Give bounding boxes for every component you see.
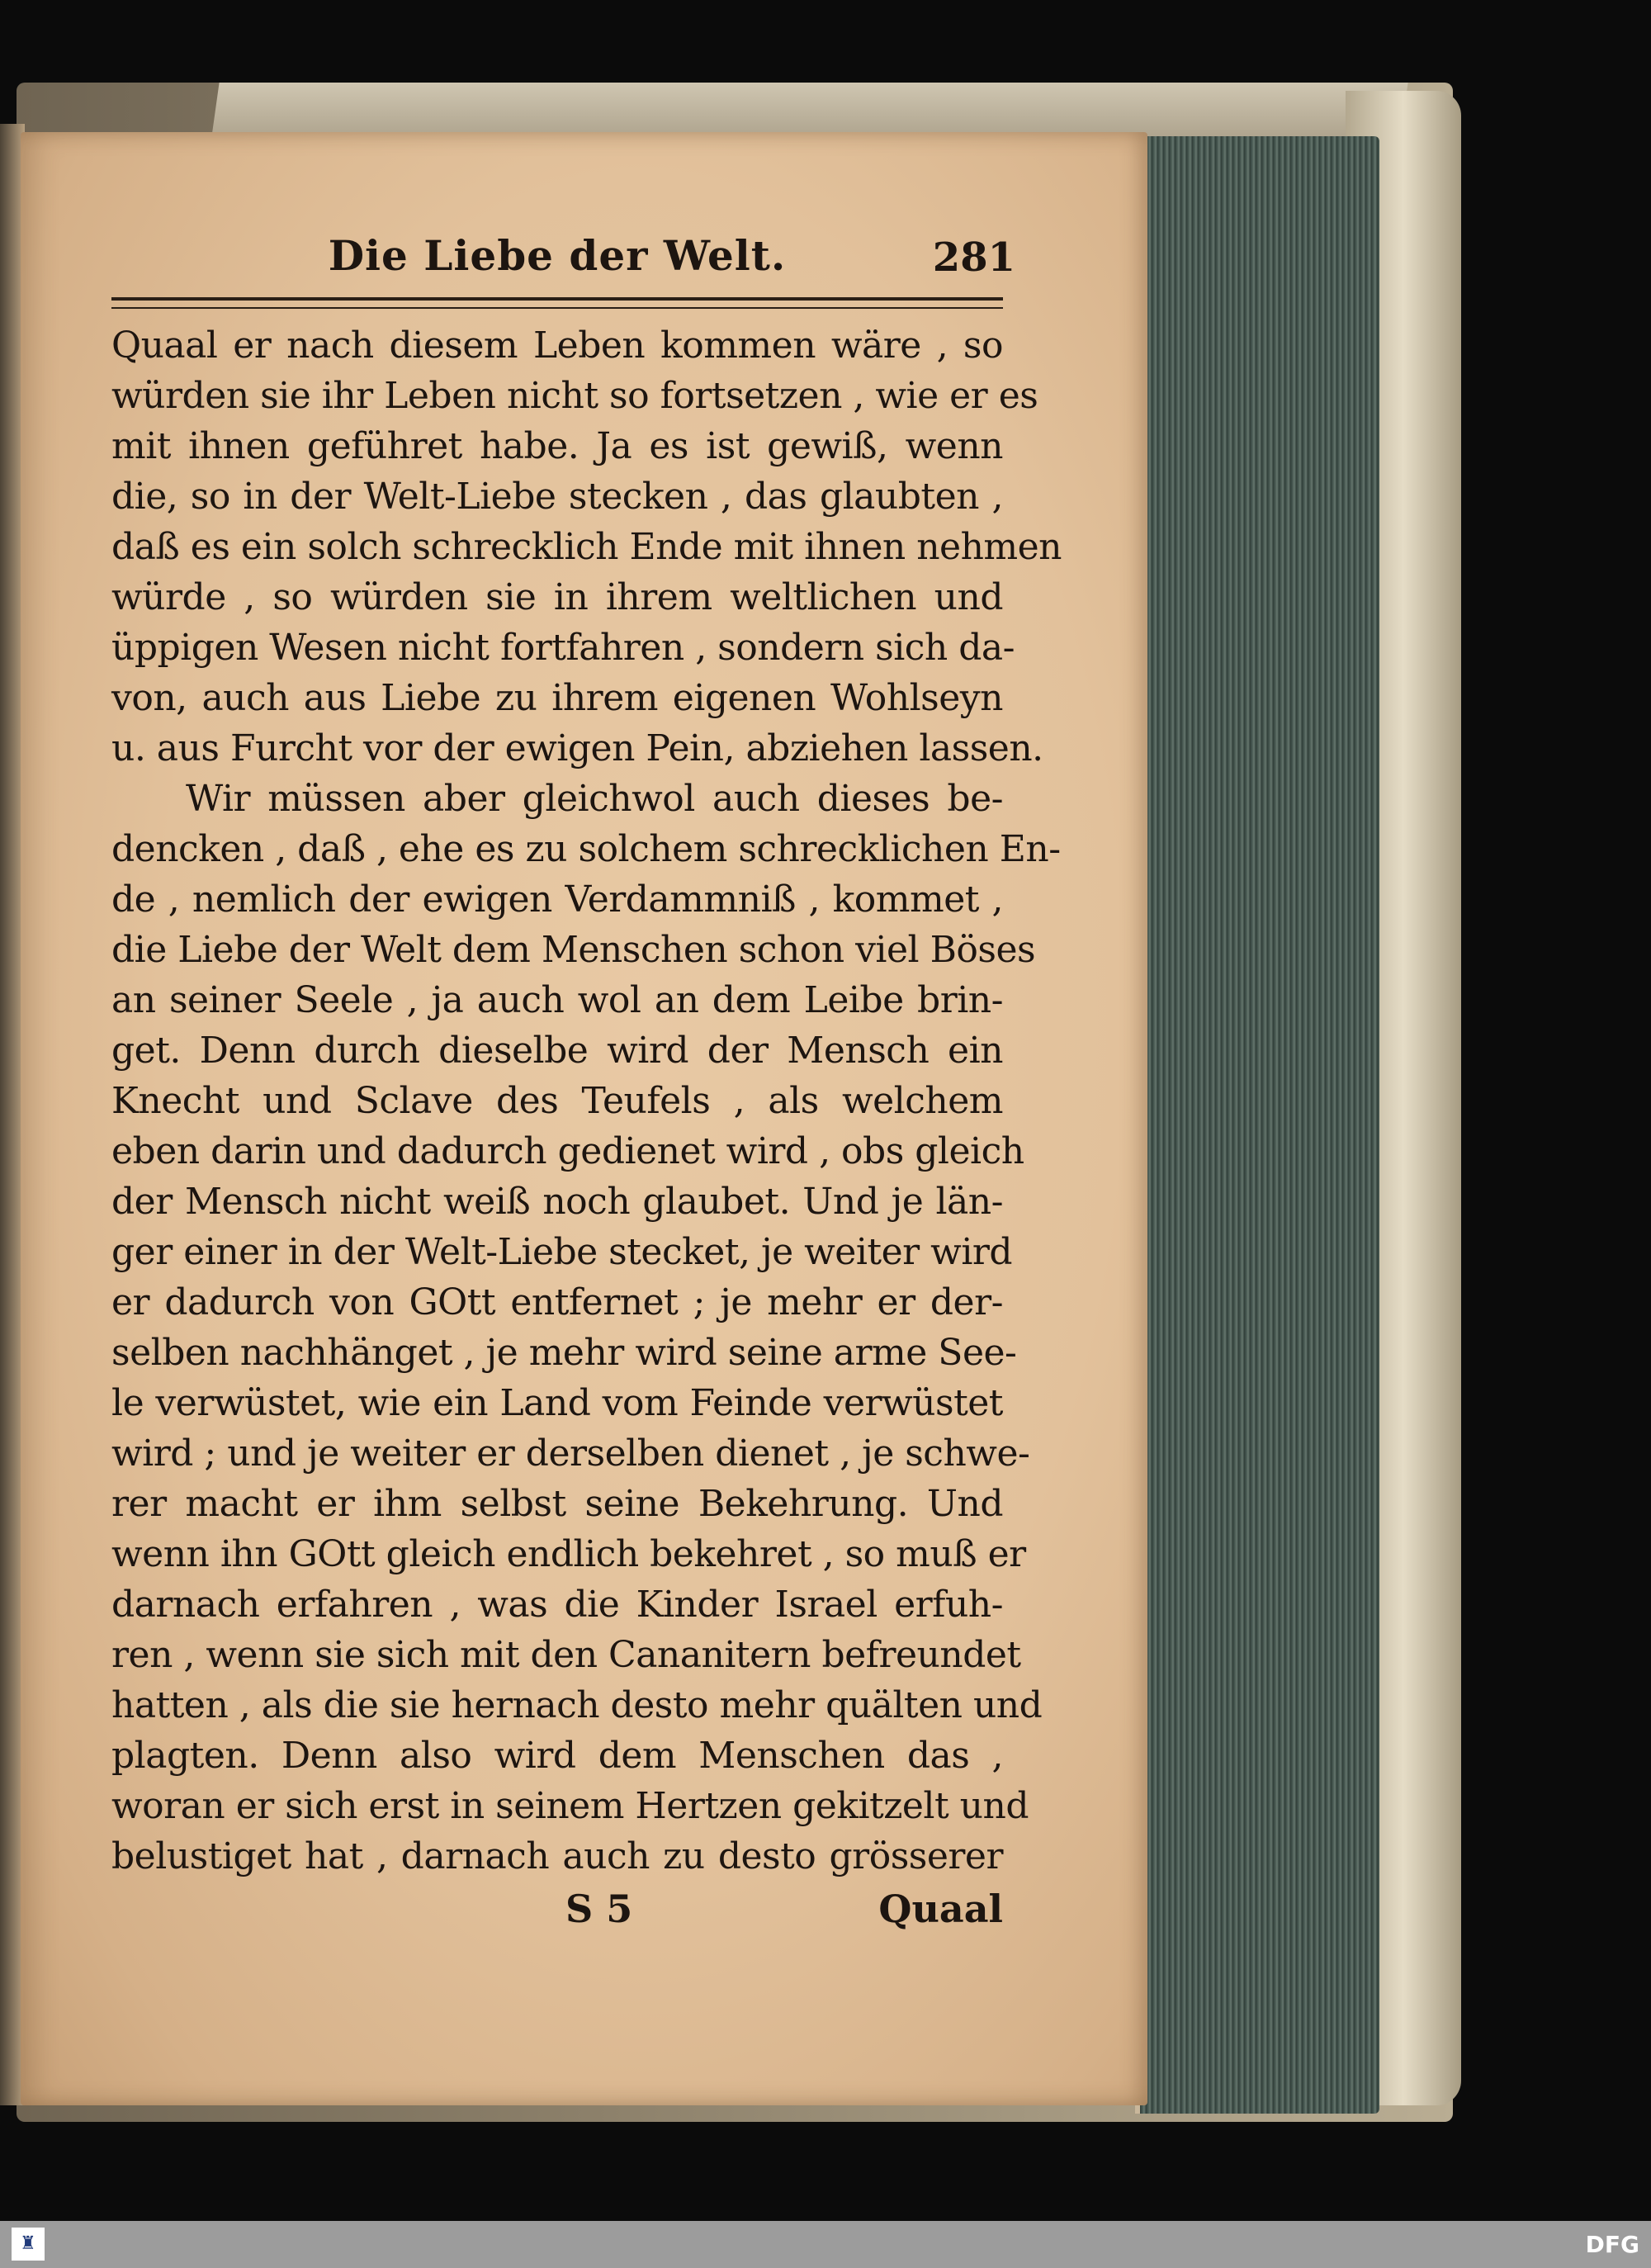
dfg-logo: DFG — [1585, 2231, 1639, 2258]
book-page — [21, 132, 1147, 2105]
page-header — [111, 231, 1015, 289]
text-line: ger einer in der Welt-Liebe stecket, je weiter wird — [111, 1231, 1013, 1273]
page-content — [111, 231, 1062, 1944]
text-line: belustiget hat , darnach auch zu desto grösserer — [111, 1835, 1003, 1877]
text-body — [111, 320, 1062, 1882]
text-line: dencken , daß , ehe es zu solchem schrecklichen En- — [111, 828, 1061, 870]
text-line: eben darin und dadurch gedienet wird , obs gleich — [111, 1130, 1024, 1172]
text-line: wenn ihn GOtt gleich endlich bekehret , so muß er — [111, 1533, 1026, 1575]
text-line: de , nemlich der ewigen Verdammniß , kommet , — [111, 878, 1003, 921]
text-line: plagten. Denn also wird dem Menschen das , — [111, 1735, 1003, 1777]
text-line: üppigen Wesen nicht fortfahren , sondern sich da- — [111, 627, 1015, 669]
library-logo-icon: ♜ — [12, 2228, 45, 2261]
text-line: hatten , als die sie hernach desto mehr quälten und — [111, 1684, 1043, 1726]
text-line: die Liebe der Welt dem Menschen schon viel Böses — [111, 929, 1036, 971]
header-rule — [111, 297, 1003, 309]
text-line: von, auch aus Liebe zu ihrem eigenen Wohlseyn — [111, 677, 1003, 719]
text-line: an seiner Seele , ja auch wol an dem Leibe brin- — [111, 979, 1003, 1021]
text-line: Wir müssen aber gleichwol auch dieses be- — [186, 778, 1003, 820]
text-line: Quaal er nach diesem Leben kommen wäre , so — [111, 324, 1003, 367]
text-line: woran er sich erst in seinem Hertzen gekitzelt und — [111, 1785, 1029, 1827]
text-line: mit ihnen geführet habe. Ja es ist gewiß, wenn — [111, 425, 1003, 467]
signature-mark: S 5 — [565, 1887, 633, 1931]
text-line: ren , wenn sie sich mit den Cananitern befreundet — [111, 1634, 1021, 1676]
text-line: der Mensch nicht weiß noch glaubet. Und je län- — [111, 1181, 1003, 1223]
text-line: wird ; und je weiter er derselben dienet , je schwe- — [111, 1432, 1030, 1475]
text-line: daß es ein solch schrecklich Ende mit ihnen nehmen — [111, 526, 1062, 568]
text-line: u. aus Furcht vor der ewigen Pein, abziehen lassen. — [111, 727, 1043, 769]
viewer-footer-bar — [0, 2221, 1651, 2268]
page-number: 281 — [932, 234, 1015, 281]
running-head: Die Liebe der Welt. — [328, 231, 787, 280]
page-footer — [111, 1887, 1003, 1944]
text-line: würden sie ihr Leben nicht so fortsetzen , wie er es — [111, 375, 1038, 417]
text-line: würde , so würden sie in ihrem weltlichen und — [111, 576, 1003, 618]
text-line: darnach erfahren , was die Kinder Israel erfuh- — [111, 1584, 1003, 1626]
text-line: die, so in der Welt-Liebe stecken , das glaubten , — [111, 476, 1003, 518]
text-line: le verwüstet, wie ein Land vom Feinde verwüstet — [111, 1382, 1003, 1424]
text-line: selben nachhänget , je mehr wird seine arme See- — [111, 1332, 1017, 1374]
catchword: Quaal — [878, 1887, 1003, 1931]
page-fore-edge — [1135, 136, 1379, 2114]
text-line: get. Denn durch dieselbe wird der Mensch ein — [111, 1030, 1003, 1072]
text-line: er dadurch von GOtt entfernet ; je mehr er der- — [111, 1281, 1003, 1323]
text-line: rer macht er ihm selbst seine Bekehrung. Und — [111, 1483, 1003, 1525]
text-line: Knecht und Sclave des Teufels , als welchem — [111, 1080, 1003, 1122]
